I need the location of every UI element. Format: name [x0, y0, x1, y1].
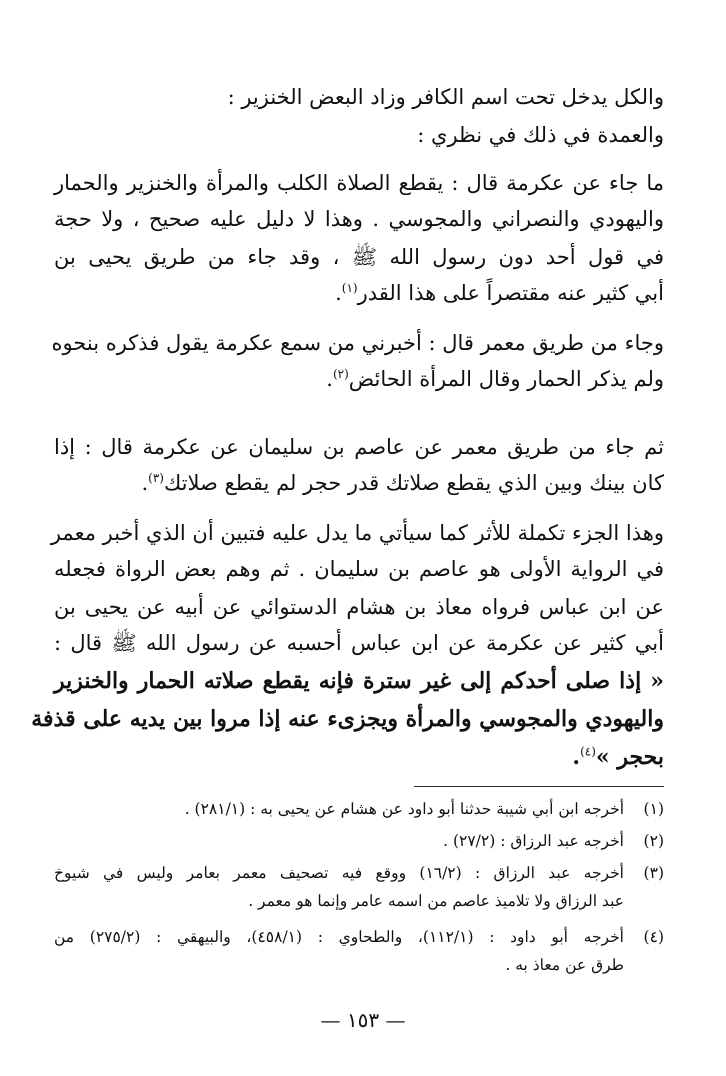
body-line: والكل يدخل تحت اسم الكافر وزاد البعض الخنزير : — [227, 85, 664, 109]
body-line: في الرواية الأولى هو عاصم بن سليمان . ثم وهم بعض الرواة فجعله — [54, 557, 664, 581]
body-line: عن ابن عباس فرواه معاذ بن هشام الدستوائي عن أبيه عن يحيى بن — [54, 595, 664, 619]
footnote-number: (٤) — [643, 928, 664, 946]
body-line: والعمدة في ذلك في نظري : — [417, 123, 664, 147]
hadith-line: بحجر »$^{(٤)}$. — [572, 744, 664, 770]
body-line: أبي كثير عنه مقتصراً على هذا القدر$^{(١)}$. — [335, 281, 664, 305]
body-line: ولم يذكر الحمار وقال المرأة الحائض$^{(٢)}$. — [326, 367, 664, 391]
footnote-ref: (١) — [341, 281, 358, 295]
footnote-text: أخرجه عبد الرزاق : (٢٧/٢) . — [443, 832, 624, 850]
body-line: وهذا الجزء تكملة للأثر كما سيأتي ما يدل عليه فتبين أن الذي أخبر معمر — [50, 521, 664, 545]
footnote-divider — [414, 786, 664, 787]
body-line: كان بينك وبين الذي يقطع صلاتك قدر حجر لم يقطع صلاتك$^{(٣)}$. — [141, 471, 664, 495]
footnote-text: عبد الرزاق ولا تلاميذ عاصم من اسمه عامر وإنما هو معمر . — [248, 892, 624, 910]
footnote-text: أخرجه عبد الرزاق : (١٦/٢) ووقع فيه تصحيف معمر بعامر وليس في شيوخ — [54, 864, 624, 882]
hadith-line: « إذا صلى أحدكم إلى غير سترة فإنه يقطع صلاته الحمار والخنزير — [54, 668, 664, 694]
hadith-line: واليهودي والمجوسي والمرأة ويجزىء عنه إذا مروا بين يديه على قذفة — [31, 706, 664, 732]
footnote-number: (٢) — [643, 832, 664, 850]
body-line: أبي كثير عن عكرمة عن ابن عباس أحسبه عن رسول الله ﷺ قال : — [54, 631, 664, 655]
footnote-text: أخرجه أبو داود : (١١٢/١)، والطحاوي : (٤٥٨/١)، والبيهقي : (٢٧٥/٢) من — [54, 928, 624, 946]
footnote-text: أخرجه ابن أبي شيبة حدثنا أبو داود عن هشام عن يحيى به : (٢٨١/١) . — [184, 800, 624, 818]
body-line: واليهودي والنصراني والمجوسي . وهذا لا دليل عليه صحيح ، ولا حجة — [54, 207, 664, 231]
body-line: في قول أحد دون رسول الله ﷺ ، وقد جاء من طريق يحيى بن — [54, 245, 664, 269]
page-number: — ١٥٣ — — [320, 1008, 406, 1032]
body-line: ثم جاء من طريق معمر عن عاصم بن سليمان عن عكرمة قال : إذا — [54, 435, 664, 459]
footnote-number: (١) — [643, 800, 664, 818]
footnote-number: (٣) — [643, 864, 664, 882]
footnote-ref: (٣) — [148, 471, 164, 485]
footnote-ref: (٢) — [332, 367, 349, 381]
body-line: وجاء من طريق معمر قال : أخبرني من سمع عكرمة يقول فذكره بنحوه — [51, 331, 664, 355]
footnote-text: طرق عن معاذ به . — [505, 956, 624, 974]
footnote-ref: (٤) — [580, 744, 596, 759]
body-line: ما جاء عن عكرمة قال : يقطع الصلاة الكلب والمرأة والخنزير والحمار — [54, 171, 664, 195]
